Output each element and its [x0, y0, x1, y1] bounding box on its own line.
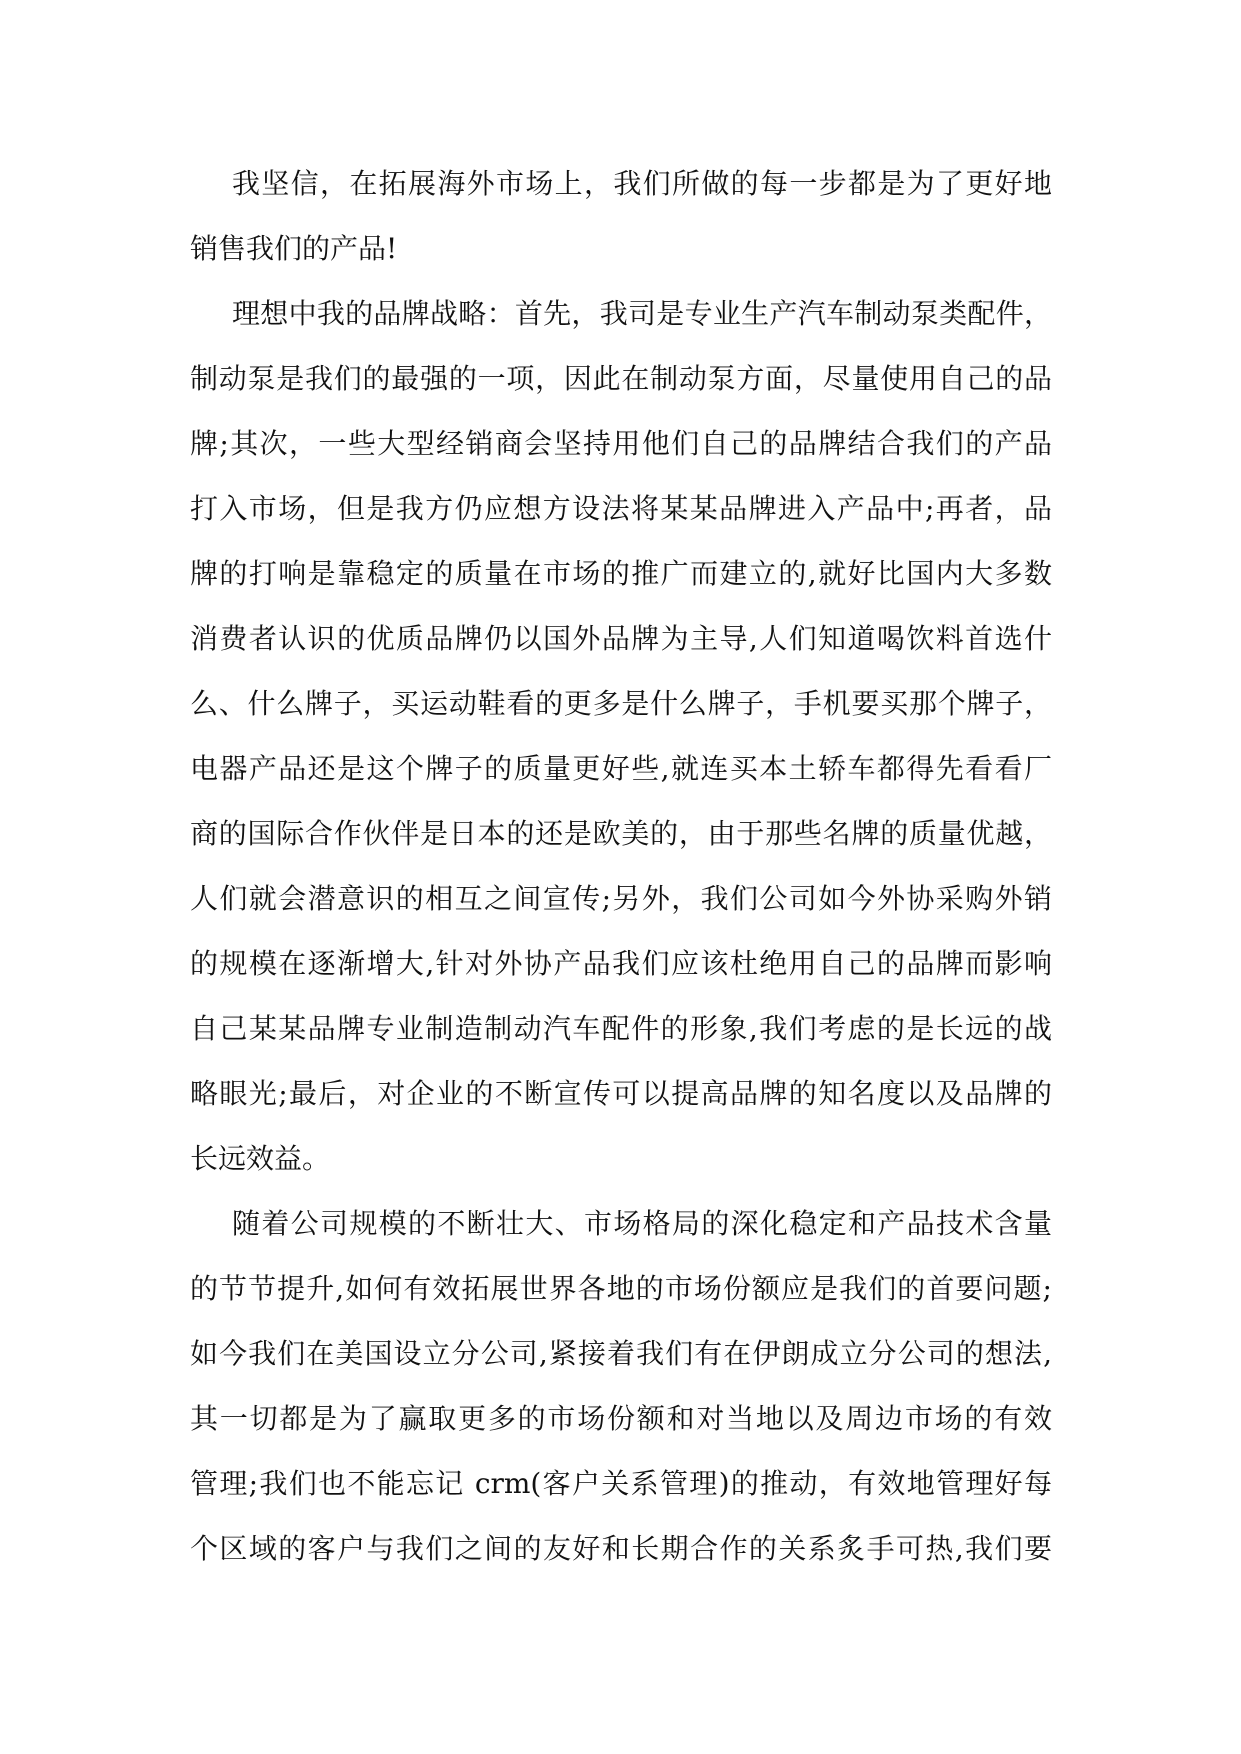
text-line: 长远效益。 [190, 1142, 331, 1175]
paragraph-1 [190, 160, 1052, 290]
text-line: 的规模在逐渐增大,针对外协产品我们应该杜绝用自己的品牌而影响 [190, 947, 1052, 980]
text-line: 销售我们的产品! [190, 232, 398, 265]
text-line: 理想中我的品牌战略：首先，我司是专业生产汽车制动泵类配件， [232, 297, 1052, 330]
text-line: 打入市场，但是我方仍应想方设法将某某品牌进入产品中;再者，品 [190, 492, 1052, 525]
text-line: 电器产品还是这个牌子的质量更好些,就连买本土轿车都得先看看厂 [190, 752, 1052, 785]
text-line: 其一切都是为了赢取更多的市场份额和对当地以及周边市场的有效 [190, 1402, 1052, 1435]
text-line: 么、什么牌子，买运动鞋看的更多是什么牌子，手机要买那个牌子， [190, 687, 1052, 720]
text-line: 制动泵是我们的最强的一项，因此在制动泵方面，尽量使用自己的品 [190, 362, 1052, 395]
text-line: 管理;我们也不能忘记 crm(客户关系管理)的推动，有效地管理好每 [190, 1467, 1052, 1500]
text-line: 牌的打响是靠稳定的质量在市场的推广而建立的,就好比国内大多数 [190, 557, 1052, 590]
text-line: 如今我们在美国设立分公司,紧接着我们有在伊朗成立分公司的想法, [190, 1337, 1052, 1370]
paragraph-2 [190, 290, 1052, 1200]
text-line: 随着公司规模的不断壮大、市场格局的深化稳定和产品技术含量 [232, 1207, 1052, 1240]
text-line: 商的国际合作伙伴是日本的还是欧美的，由于那些名牌的质量优越， [190, 817, 1052, 850]
text-line: 人们就会潜意识的相互之间宣传;另外，我们公司如今外协采购外销 [190, 882, 1052, 915]
text-line: 略眼光;最后，对企业的不断宣传可以提高品牌的知名度以及品牌的 [190, 1077, 1052, 1110]
text-line: 牌;其次，一些大型经销商会坚持用他们自己的品牌结合我们的产品 [190, 427, 1052, 460]
text-line: 自己某某品牌专业制造制动汽车配件的形象,我们考虑的是长远的战 [190, 1012, 1052, 1045]
text-line: 消费者认识的优质品牌仍以国外品牌为主导,人们知道喝饮料首选什 [190, 622, 1052, 655]
paragraph-3 [190, 1200, 1052, 1590]
text-line: 的节节提升,如何有效拓展世界各地的市场份额应是我们的首要问题; [190, 1272, 1052, 1305]
text-line: 个区域的客户与我们之间的友好和长期合作的关系炙手可热,我们要 [190, 1532, 1052, 1565]
document-body [190, 160, 1052, 1590]
text-line: 我坚信，在拓展海外市场上，我们所做的每一步都是为了更好地 [232, 167, 1052, 200]
